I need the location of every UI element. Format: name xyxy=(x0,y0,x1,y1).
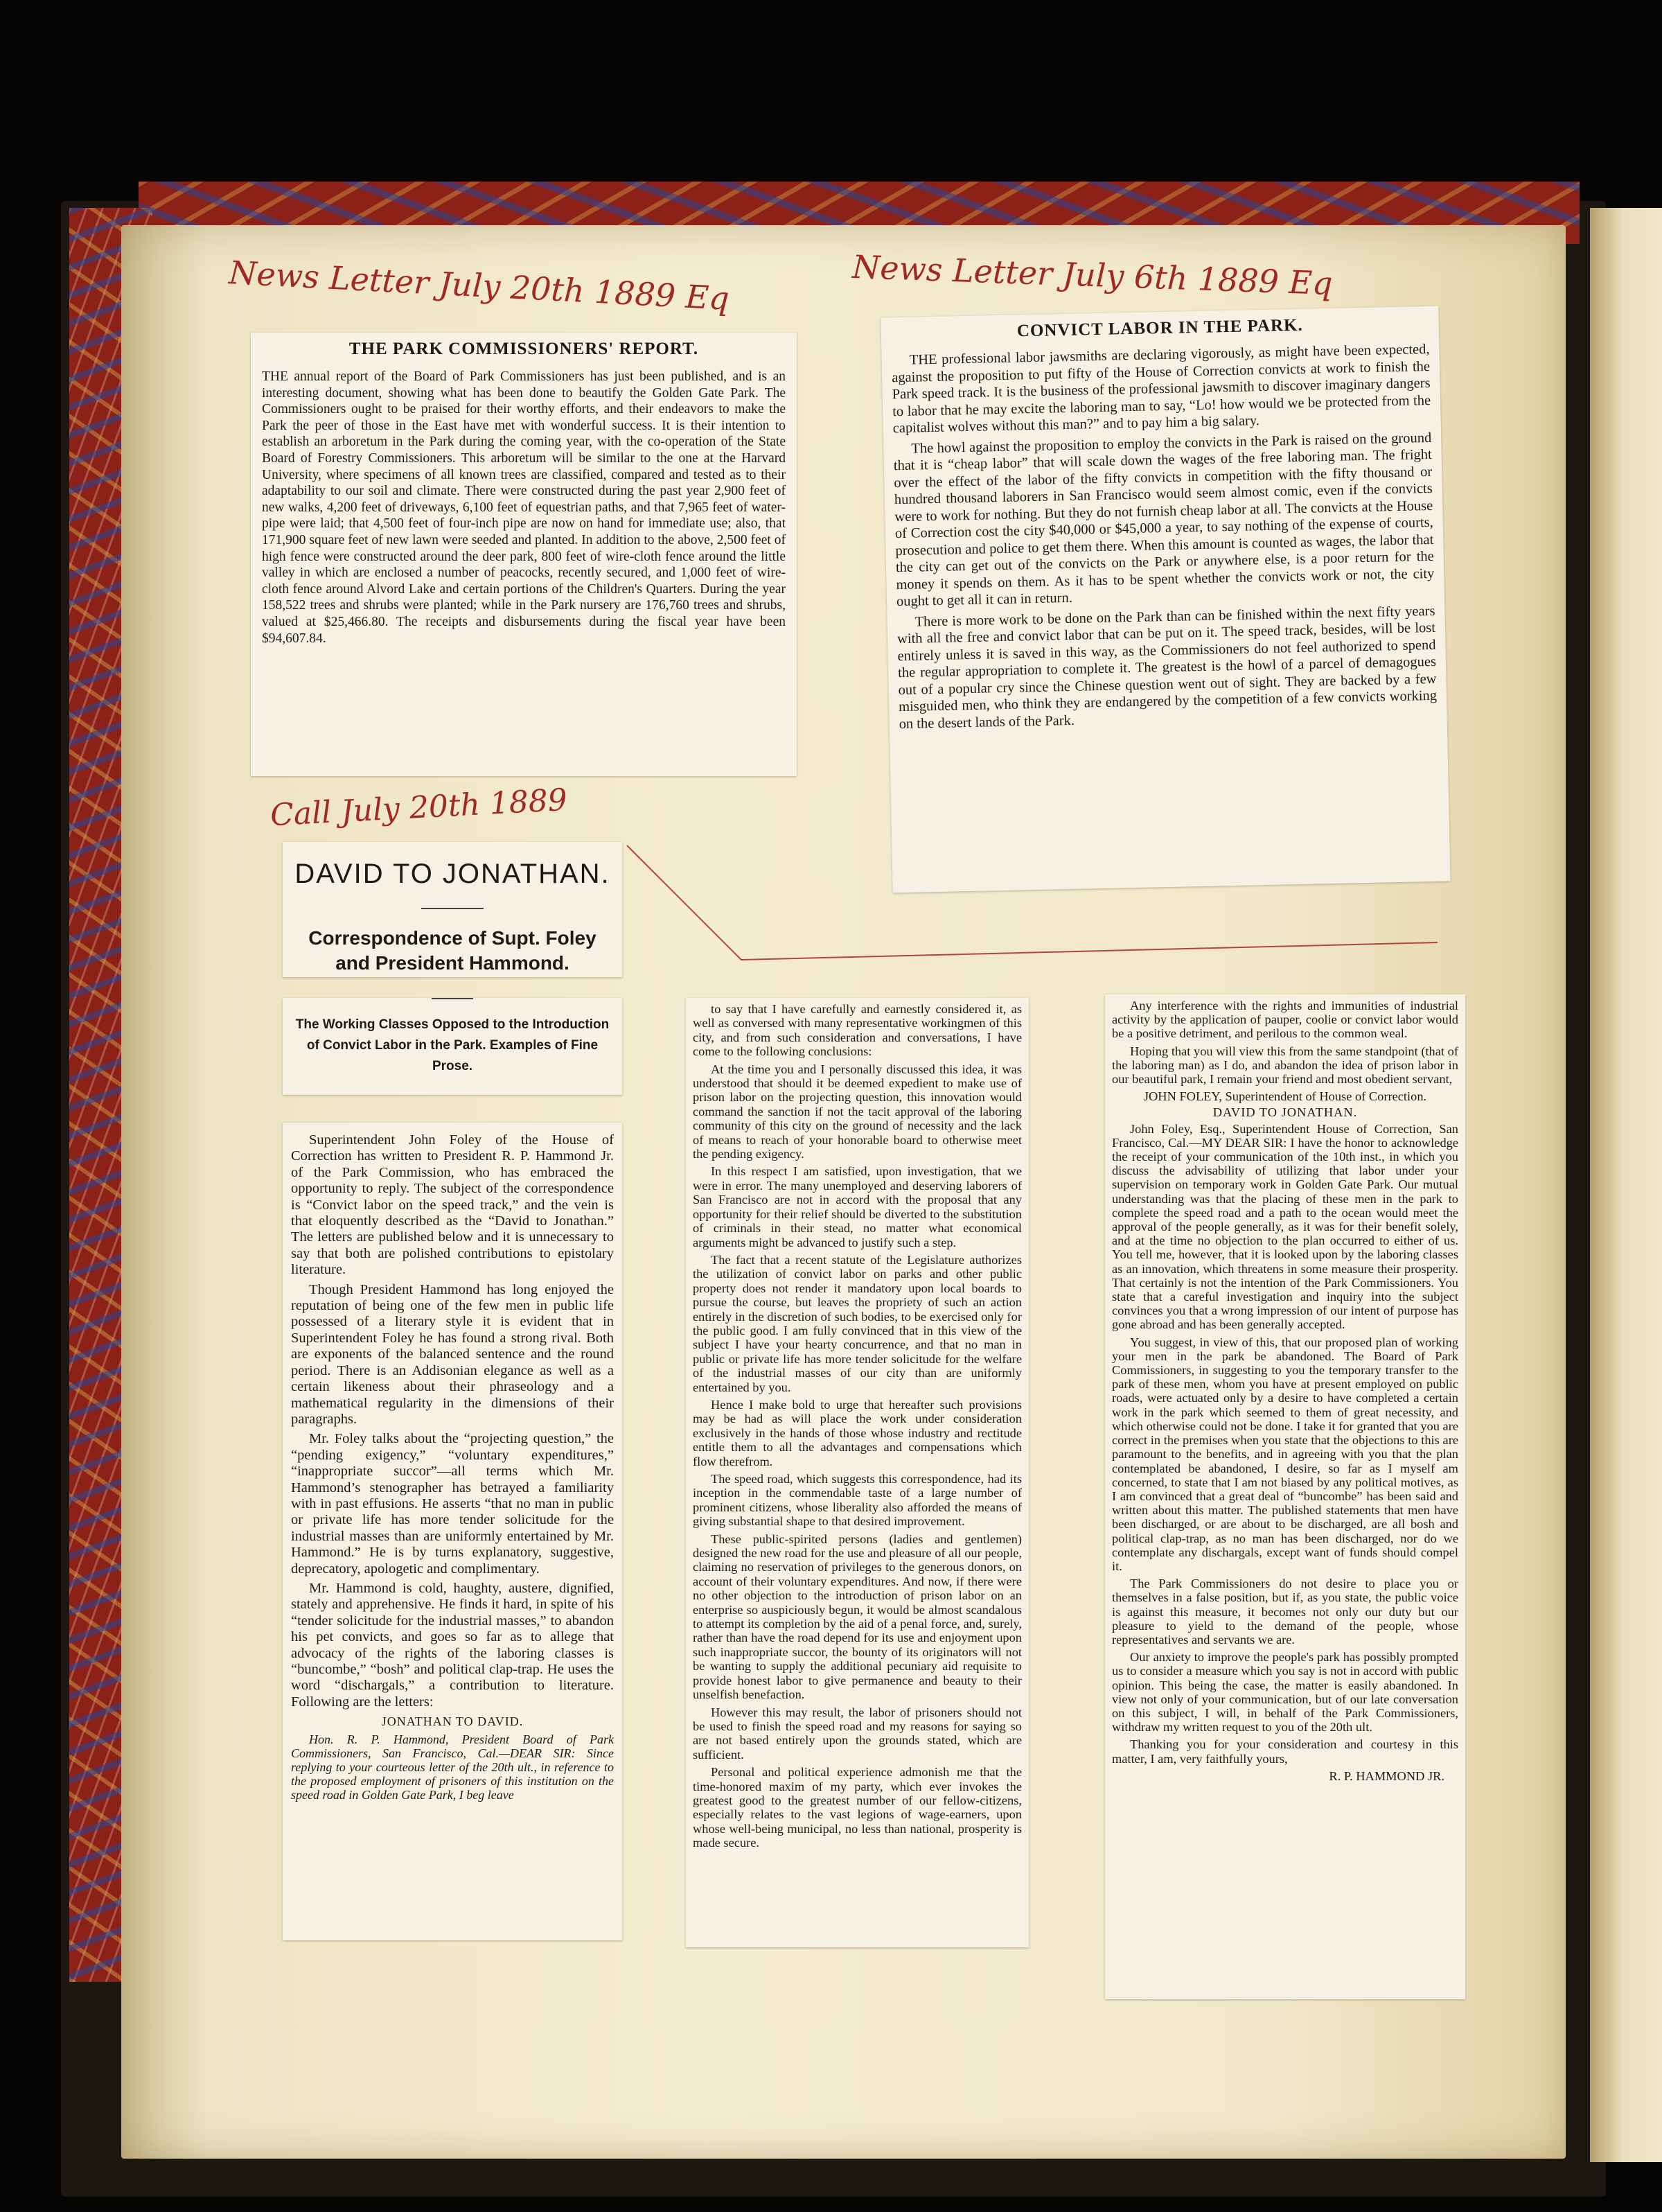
column-paragraph: The speed road, which suggests this correspondence, had its inception in the commendable taste of a large number of prominent citizens, whose liberality also afforded the means of giving substantial shape to that desired improvement. xyxy=(693,1472,1022,1529)
column-paragraph: Personal and political experience admonish me that the time-honored maxim of my party, which ever invokes the greatest good to the greatest number of our fellow-citizens, especially relates to the vast legions of wage-earners, upon whose well-being municipal, no less than national, prosperity is made secure. xyxy=(693,1765,1022,1850)
convict-labor-paragraph: There is more work to be done on the Park than can be finished within the next fifty years with all the free and convict labor that can be put on it. The speed track, besides, will be lost entirely unless it is saved in this way, as the Commissioners do not feel authorized to spend the regular appropriation to complete it. The greatest is the howl of a parcel of demagogues out of a popular cry since the Chinese question went out of sight. They are backed by a few misguided men, who think they are endangered by the competition of a few convicts working on the desert lands of the Park. xyxy=(896,603,1438,732)
column-3-body xyxy=(1105,994,1465,1783)
column-paragraph: Thanking you for your consideration and courtesy in this matter, I am, very faithfully yours, xyxy=(1112,1737,1458,1766)
convict-labor-paragraph: THE professional labor jawsmiths are declaring vigorously, as might have been expected, against the proposition to put fifty of the House of Correction convicts at work to finish the Park speed track. It is the business of the professional jawsmith to discover imaginary dangers to labor that he may excite the laboring man to say, “Lo! how would we be protected from the capitalist wolves without this man?” and to pay him a big salary. xyxy=(891,341,1431,437)
column-paragraph: Mr. Foley talks about the “projecting question,” the “pending exigency,” “voluntary expenditures,” “inappropriate succor”—all terms which Mr. Hammond’s stenographer has betrayed a familiarity with in past effusions. He asserts “that no man in public or private life has more tender solicitude for the industrial masses than are uniformly entertained by Mr. Hammond.” He is by turns explanatory, suggestive, deprecatory, apologetic and complimentary. xyxy=(291,1431,614,1577)
convict-labor-body xyxy=(881,333,1447,733)
david-deck-clipping xyxy=(283,998,622,1095)
column-paragraph: Hon. R. P. Hammond, President Board of Park Commissioners, San Francisco, Cal.—DEAR SIR: Since replying to your courteous letter of the 20th ult., in reference to the proposed employment of prisoners of this institution on the speed road in Golden Gate Park, I beg leave xyxy=(291,1732,614,1802)
column-paragraph: Superintendent John Foley of the House of Correction has written to President R. P. Hammond Jr. of the Park Commission, who has embraced the opportunity to reply. The subject of the correspondence is “Convict labor on the speed track,” and the vein is that eloquently described as the “David to Jonathan.” The letters are published below and it is unnecessary to say that both are polished contributions to epistolary literature. xyxy=(291,1132,614,1278)
handwritten-note-call: Call July 20th 1889 xyxy=(269,782,568,834)
handwritten-note-right: News Letter July 6th 1889 Eq xyxy=(851,247,1334,303)
column-paragraph: However this may result, the labor of prisoners should not be used to finish the speed road and my reasons for saying so are not based entirely upon the grounds stated, which are sufficient. xyxy=(693,1705,1022,1762)
column-paragraph: The Park Commissioners do not desire to place you or themselves in a false position, but if, as you state, the public voice is against this measure, it becomes not only our duty but our pleasure to yield to the demand of the people, whose representatives and servants we are. xyxy=(1112,1577,1458,1647)
column-paragraph: Our anxiety to improve the people's park has possibly prompted us to consider a measure which you say is not in accord with public opinion. This being the case, the matter is easily abandoned. In view not only of your communication, but of our late conversation on this subject, I will, in behalf of the Park Commissioners, withdraw my written request to you of the 20th ult. xyxy=(1112,1650,1458,1735)
column-paragraph: At the time you and I personally discussed this idea, it was understood that should it be deemed expedient to make use of prison labor on the projecting question, this innovation would command the sanction if not the tacit approval of the laboring community of this city on the ground of necessity and the lack of means to reach of your honorable board to otherwise meet the pending exigency. xyxy=(693,1062,1022,1161)
convict-labor-paragraph: The howl against the proposition to employ the convicts in the Park is raised on the ground that it is “cheap labor” that will scale down the wages of the free laboring man. The fright over the effect of the labor of the fifty convicts in competition with the fifty thousand or hundred thousand laborers in San Francisco would seem almost comic, even if the convicts were to work for nothing. But they do not furnish cheap labor at all. The convicts at the House of Correction cost the city $40,000 or $45,000 a year, to say nothing of the expense of courts, prosecution and police to get them there. When this amount is counted as wages, the labor that the city can get out of the convicts on the Park or anywhere else, is a poor return for the money it spends on them. As it has to be spent whether the convicts work or not, the city ought to get all it can in return. xyxy=(893,430,1435,610)
column-paragraph: The fact that a recent statute of the Legislature authorizes the utilization of convict labor on parks and other public property does not render it mandatory upon local boards to pursue the course, but leaves the propriety of such an action entirely in the discretion of such bodies, to be exercised only for the public good. I am fully convinced that in this view of the subject I have your hearty concurrence, and that no man in public or private life has more tender solicitude for the welfare of the industrial masses of our city than are uniformly entertained by you. xyxy=(693,1252,1022,1394)
column-paragraph: Hence I make bold to urge that hereafter such provisions may be had as will place the work under consideration exclusively in the hands of those whose industry and rectitude entitle them to all the advantages and compensations which flow therefrom. xyxy=(693,1397,1022,1468)
david-title: DAVID TO JONATHAN. xyxy=(294,859,610,889)
david-to-jonathan-heading: DAVID TO JONATHAN. xyxy=(1212,1105,1358,1120)
foley-signature: JOHN FOLEY, Superintendent of House of Correction. xyxy=(1143,1089,1427,1104)
column-2-body xyxy=(686,998,1029,1850)
column-paragraph: Any interference with the rights and immunities of industrial activity by the application of pauper, coolie or convict labor would be a positive detriment, and perilous to the common weal. xyxy=(1112,999,1458,1041)
column-paragraph: In this respect I am satisfied, upon investigation, that we were in error. The many unemployed and deserving laborers of San Francisco are not in accord with the proposal that any opportunity for their relief should be diverted to the substitution of criminals in their stead, no matter what economical arguments might be advanced to justify such a step. xyxy=(693,1164,1022,1249)
title-rule xyxy=(421,908,484,909)
clipping-convict-labor xyxy=(881,306,1450,893)
david-subtitle: Correspondence of Supt. Foley and President Hammond. xyxy=(308,927,596,974)
park-report-body xyxy=(251,359,797,647)
column-1-body xyxy=(283,1123,622,1802)
convict-labor-title: CONVICT LABOR IN THE PARK. xyxy=(1016,315,1303,341)
clipping-park-report xyxy=(251,333,797,776)
park-report-title: THE PARK COMMISSIONERS' REPORT. xyxy=(348,340,699,358)
column-paragraph: John Foley, Esq., Superintendent House of Correction, San Francisco, Cal.—MY DEAR SIR: I have the honor to acknowledge the receipt of your communication of the 10th inst., in which you discuss the advisability of utilizing that labor under your supervision on temporary work in Golden Gate Park. Our mutual understanding was that the placing of these men in the park to complete the speed road and a path to the ocean would meet the approval of the people generally, as it was for their benefit solely, and at the time no objection to the plan occurred to either of us. You tell me, however, that it is looked upon by the laboring classes as an innovation, which threatens in some measure their prosperity. That certainly is not the intention of the Park Commissioners. You state that a careful investigation and inquiry into the subject convinces you that a wrong impression of our intent of purpose has gone abroad and has been generally accepted. xyxy=(1112,1121,1458,1332)
column-paragraph: Hoping that you will view this from the same standpoint (that of the laboring man) as I do, and abandon the idea of prison labor in our beautiful park, I remain your friend and most obedient servant, xyxy=(1112,1044,1458,1087)
handwritten-note-left: News Letter July 20th 1889 Eq xyxy=(228,254,730,317)
column-paragraph: Mr. Hammond is cold, haughty, austere, dignified, stately and apprehensive. He finds it hard, in spite of his “tender solicitude for the industrial masses,” to abandon his pet convicts, and goes so far as to allege that advocacy of the rights of the laboring classes is “buncombe,” “bosh” and political clap-trap. He uses the word “dischargals,” a contribution to literature. Following are the letters: xyxy=(291,1580,614,1710)
david-column-2 xyxy=(686,998,1029,1947)
column-paragraph: Though President Hammond has long enjoyed the reputation of being one of the few men in public life possessed of a literary style it is evident that in Superintendent Foley he has found a strong rival. Both are exponents of the balanced sentence and the round period. There is an Addisonian elegance as well as a certain likeness about their phraseology and a mathematical regularity in the dimensions of their paragraphs. xyxy=(291,1281,614,1427)
column-paragraph: to say that I have carefully and earnestly considered it, as well as conversed with many representative workingmen of this city, and from such consideration and conversations, I have come to the following conclusions: xyxy=(693,1002,1022,1059)
park-report-text: THE annual report of the Board of Park Commissioners has just been published, and is an interesting document, showing what has been done to beautify the Golden Gate Park. The Commissioners ought to be praised for their worthy efforts, and their endeavors to make the Park the peer of those in the East have met with wonderful success. It is their intention to establish an arboretum in the Park during the coming year, with the co-operation of the State Board of Forestry Commissioners. This arboretum will be similar to the one at the Harvard University, where specimens of all known trees are classified, compared and tested as to their adaptability to our soil and climate. There were constructed during the past year 2,900 feet of new walks, 4,200 feet of driveways, 6,100 feet of equestrian paths, and that 7,965 feet of water-pipe were laid; that 4,500 feet of four-inch pipe are now on hand for immediate use; also, that 171,900 square feet of new lawn were seeded and planted. In addition to the above, 2,500 feet of high fence were constructed around the deer park, 800 feet of wire-cloth fence around the little valley in which are enclosed a number of peacocks, recently secured, and 1,000 feet of wire-cloth fence around Alvord Lake and certain portions of the Children's Quarters. During the year 158,522 trees and shrubs were planted; while in the Park nursery are 176,760 trees and shrubs, valued at $25,466.80. The receipts and disbursements during the fiscal year have been $94,607.84. xyxy=(262,369,786,646)
david-column-3 xyxy=(1105,994,1465,1999)
column-paragraph: These public-spirited persons (ladies and gentlemen) designed the new road for the use and pleasure of all our people, claiming no reservation of privileges to the generous donors, on account of their voluntary expenditures. And now, if there were no other objection to the introduction of prison labor on an enterprise so auspiciously begun, it would be almost scandalous to attempt its completion by the aid of a penal force, and, surely, rather than have the road depend for its use and enjoyment upon such inappropriate succor, the bounty of its originators will not be wanting to supply the additional pecuniary aid requisite to provide honest labor to give permanence and beauty to their unselfish benefaction. xyxy=(693,1531,1022,1702)
david-header-clipping xyxy=(283,842,622,977)
deck-rule xyxy=(432,998,473,999)
david-column-1 xyxy=(283,1123,622,1940)
column-paragraph: You suggest, in view of this, that our proposed plan of working your men in the park be abandoned. The Board of Park Commissioners, in suggesting to you the temporary transfer to the park of these men, whom you have at present employed on public roads, were actuated only by a desire to have completed a certain work in the park which seemed to them of great necessity, and which otherwise could not be done. I take it for granted that you are correct in the premises when you state that the objections to this are paramount to the benefits, and in agreeing with you that the plan contemplated be abandoned, I desire, so far as I myself am concerned, to state that I am not biased by any political motives, as I am convinced that a great deal of “buncombe” has been said and written about this matter. The published statements that men have been discharged, or are about to be discharged, are all bosh and political clap-trap, as no man has been discharged, nor do we contemplate any dischargals, except want of funds should compel it. xyxy=(1112,1335,1458,1573)
david-deck: The Working Classes Opposed to the Introduction of Convict Labor in the Park. Examples of Fine Prose. xyxy=(295,1017,610,1073)
jonathan-to-david-heading: JONATHAN TO DAVID. xyxy=(381,1714,524,1729)
hammond-signature: R. P. HAMMOND JR. xyxy=(1329,1768,1444,1783)
